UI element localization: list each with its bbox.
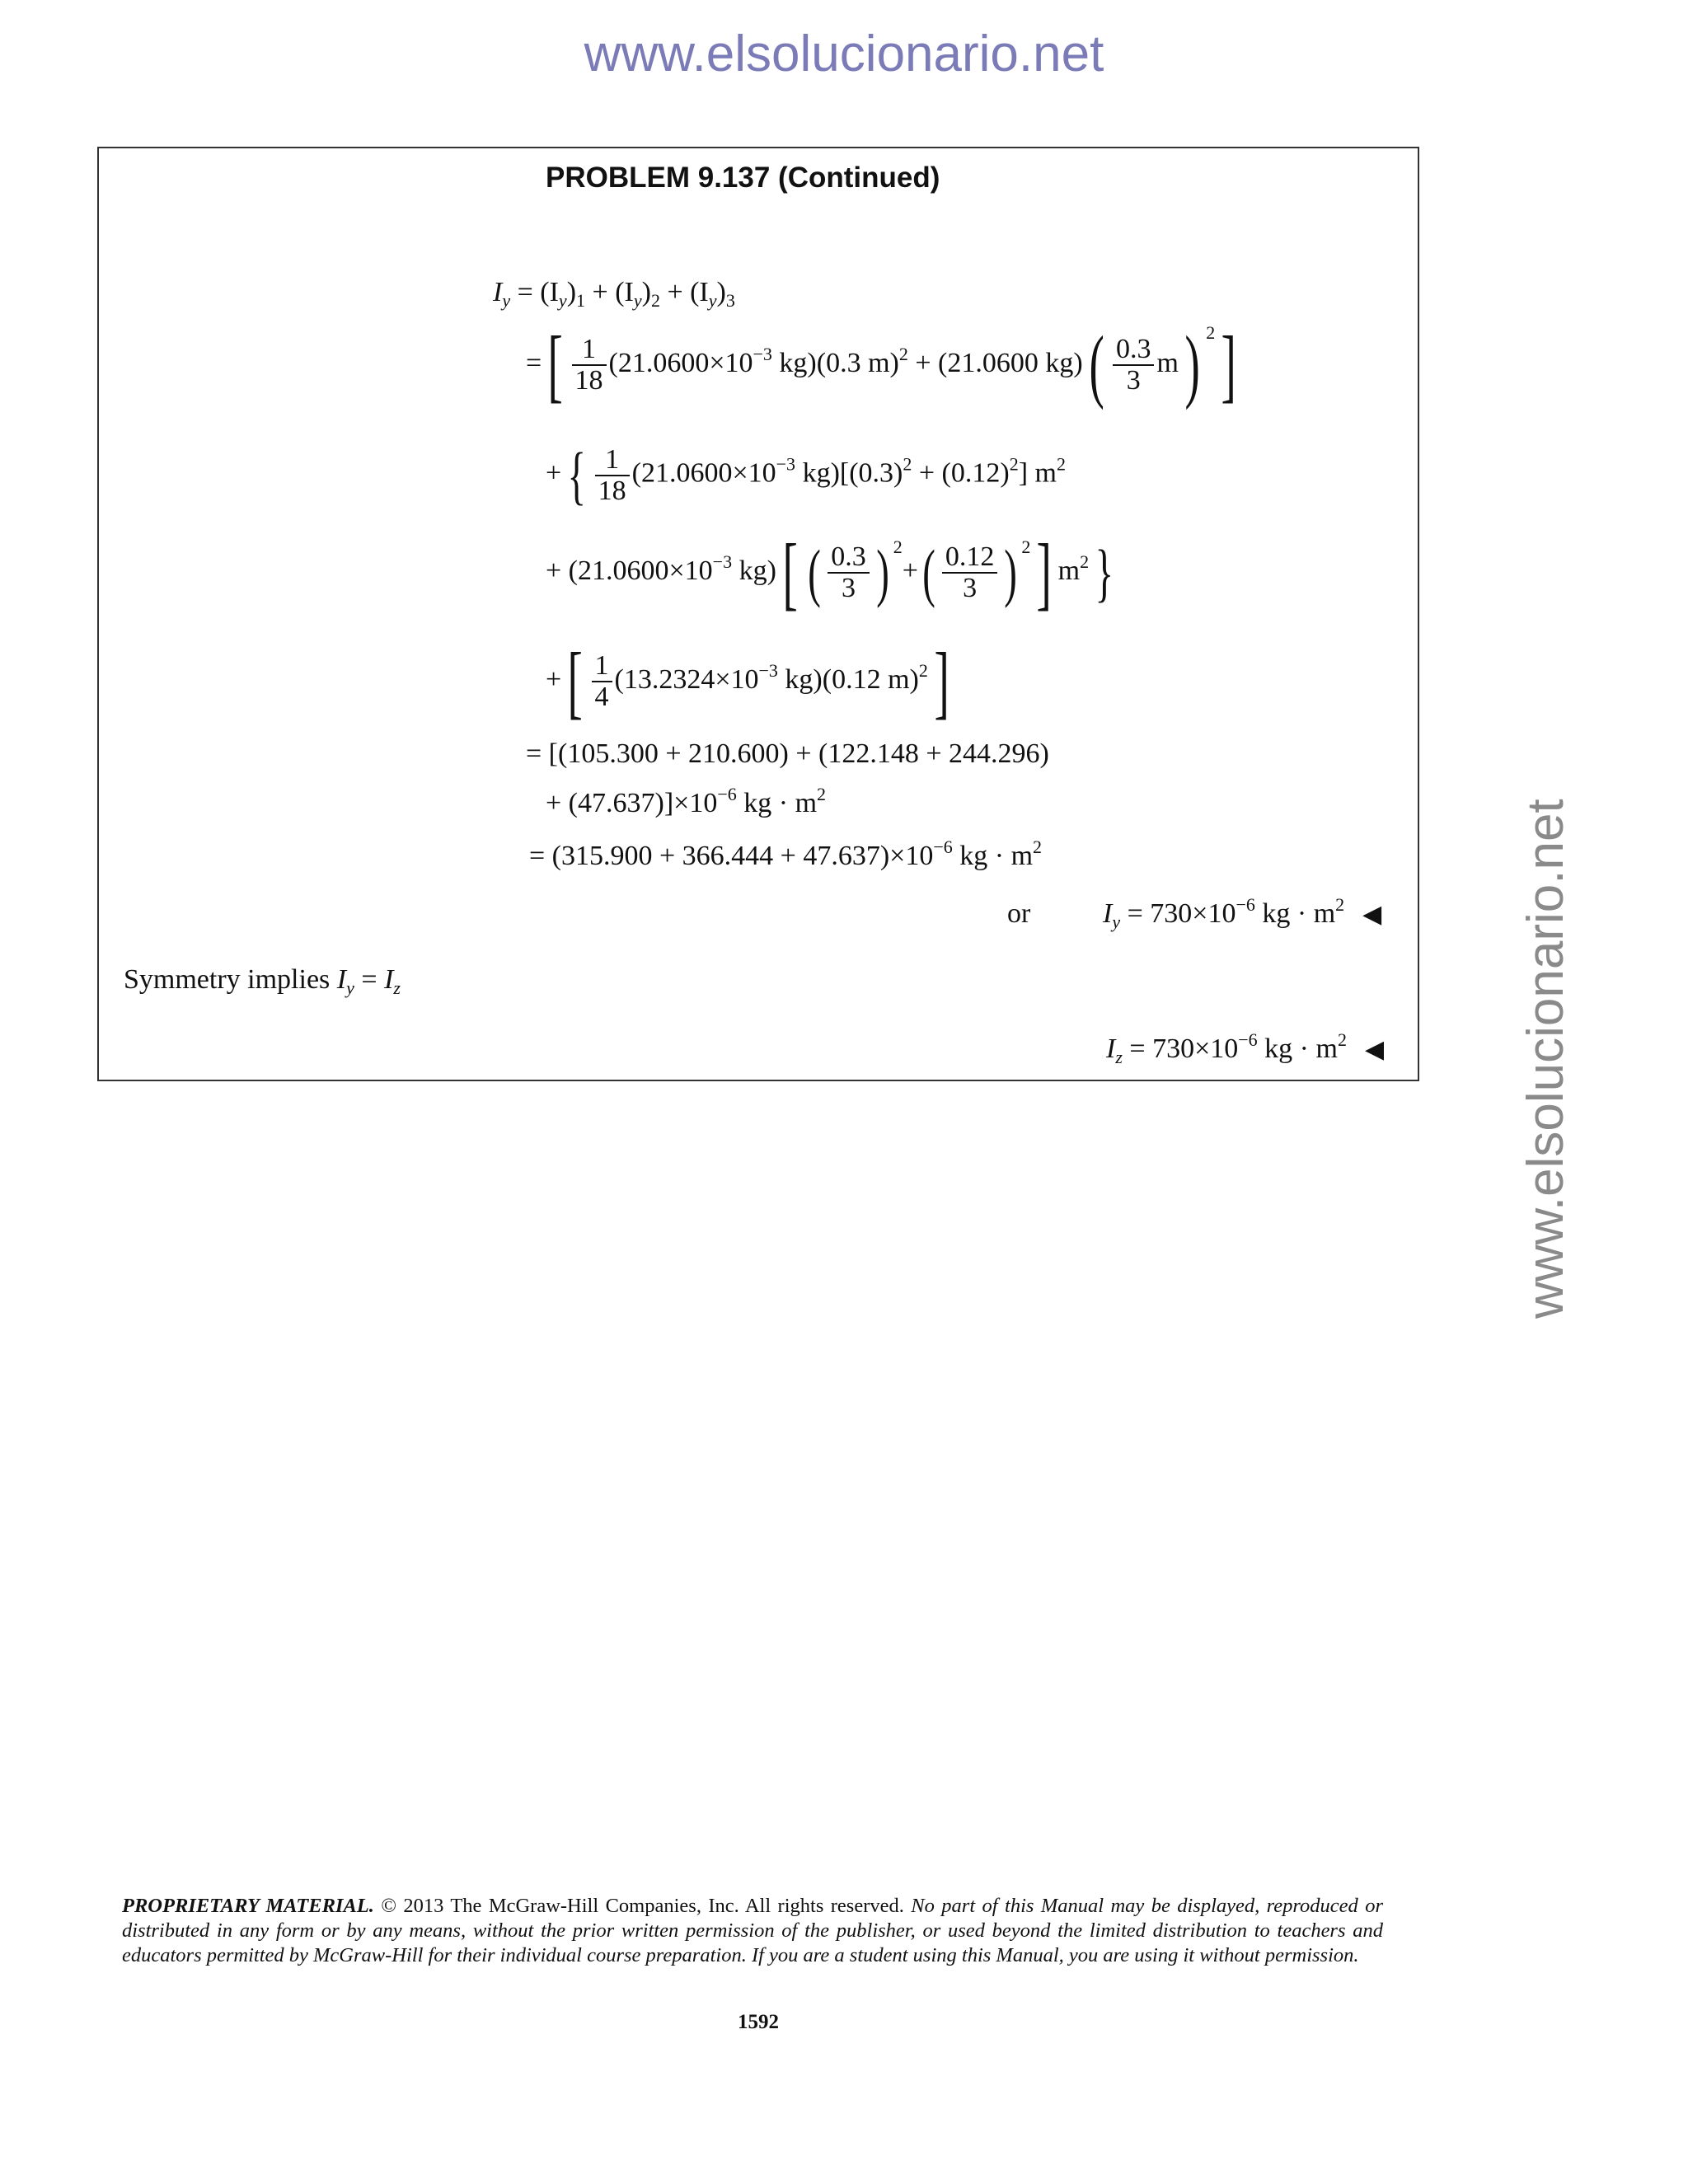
answer-arrow-icon: ◀: [1362, 900, 1382, 929]
copyright-footer: PROPRIETARY MATERIAL. © 2013 The McGraw-Hill Companies, Inc. All rights reserved. No part of this Manual may be displayed, reproduced or distributed in any form or by any means, without the prior written permission of the publisher, or used beyond the limited distribution to teachers and educators permitted by McGraw-Hill for their individual course preparation. If you are a student using this Manual, you are using it without permission.: [122, 1895, 1383, 1966]
problem-frame: [97, 147, 1419, 1081]
eq-line-1: $I_y = (I_y)_1 + (I_y)_2 + (I_y)_3$: [493, 277, 735, 311]
eq-line-8: = $(315.900 + 366.444 + 47.637)\times 10^{-6}$ kg · $m^2$: [529, 837, 1043, 871]
or-label: or: [1007, 898, 1031, 929]
watermark-top: www.elsolucionario.net: [584, 26, 1104, 82]
eq-line-2: =[ $\frac{1}{18}$ ($21.0600\times 10^{-3}$ kg)(0.3 m)$^2$ + (21.0600 kg)( $\frac{0.3}{3}$ m) $^2$]: [526, 319, 1237, 410]
eq-line-3: +{ $\frac{1}{18}$ ($21.0600\times 10^{-3}$ $kg)[(0.3)^2 + (0.12)^2]$ $m^2$: [546, 438, 1066, 511]
result-iy: $I_y = 730\times 10^{-6}$ kg · $m^2$ ◀: [1103, 894, 1382, 932]
eq-line-4: + ($21.0600\times 10^{-3}$ kg)[ ( $\frac{0.3}{3}$ ) $^2$+( $\frac{0.12}{3}$ ) $^2$] $m^2$}: [546, 527, 1114, 618]
problem-title: PROBLEM 9.137 (Continued): [546, 162, 940, 194]
watermark-side: www.elsolucionario.net: [1517, 799, 1574, 1319]
eq-line-5: +[ $\frac{1}{4}$ ($13.2324\times 10^{-3}$ kg)(0.12 m)$^2$]: [546, 635, 950, 727]
eq-line-6: = [(105.300 + 210.600) + (122.148 + 244.296): [526, 738, 1049, 769]
page-number: 1592: [738, 2011, 779, 2033]
symmetry-line: Symmetry implies $I_y = I_z$: [124, 964, 401, 998]
result-iz: $I_z = 730\times 10^{-6}$ kg · $m^2$ ◀: [1106, 1029, 1385, 1067]
eq-line-7: + $(47.637)]\times 10^{-6}$ kg · $m^2$: [546, 784, 827, 818]
answer-arrow-icon: ◀: [1364, 1035, 1385, 1064]
